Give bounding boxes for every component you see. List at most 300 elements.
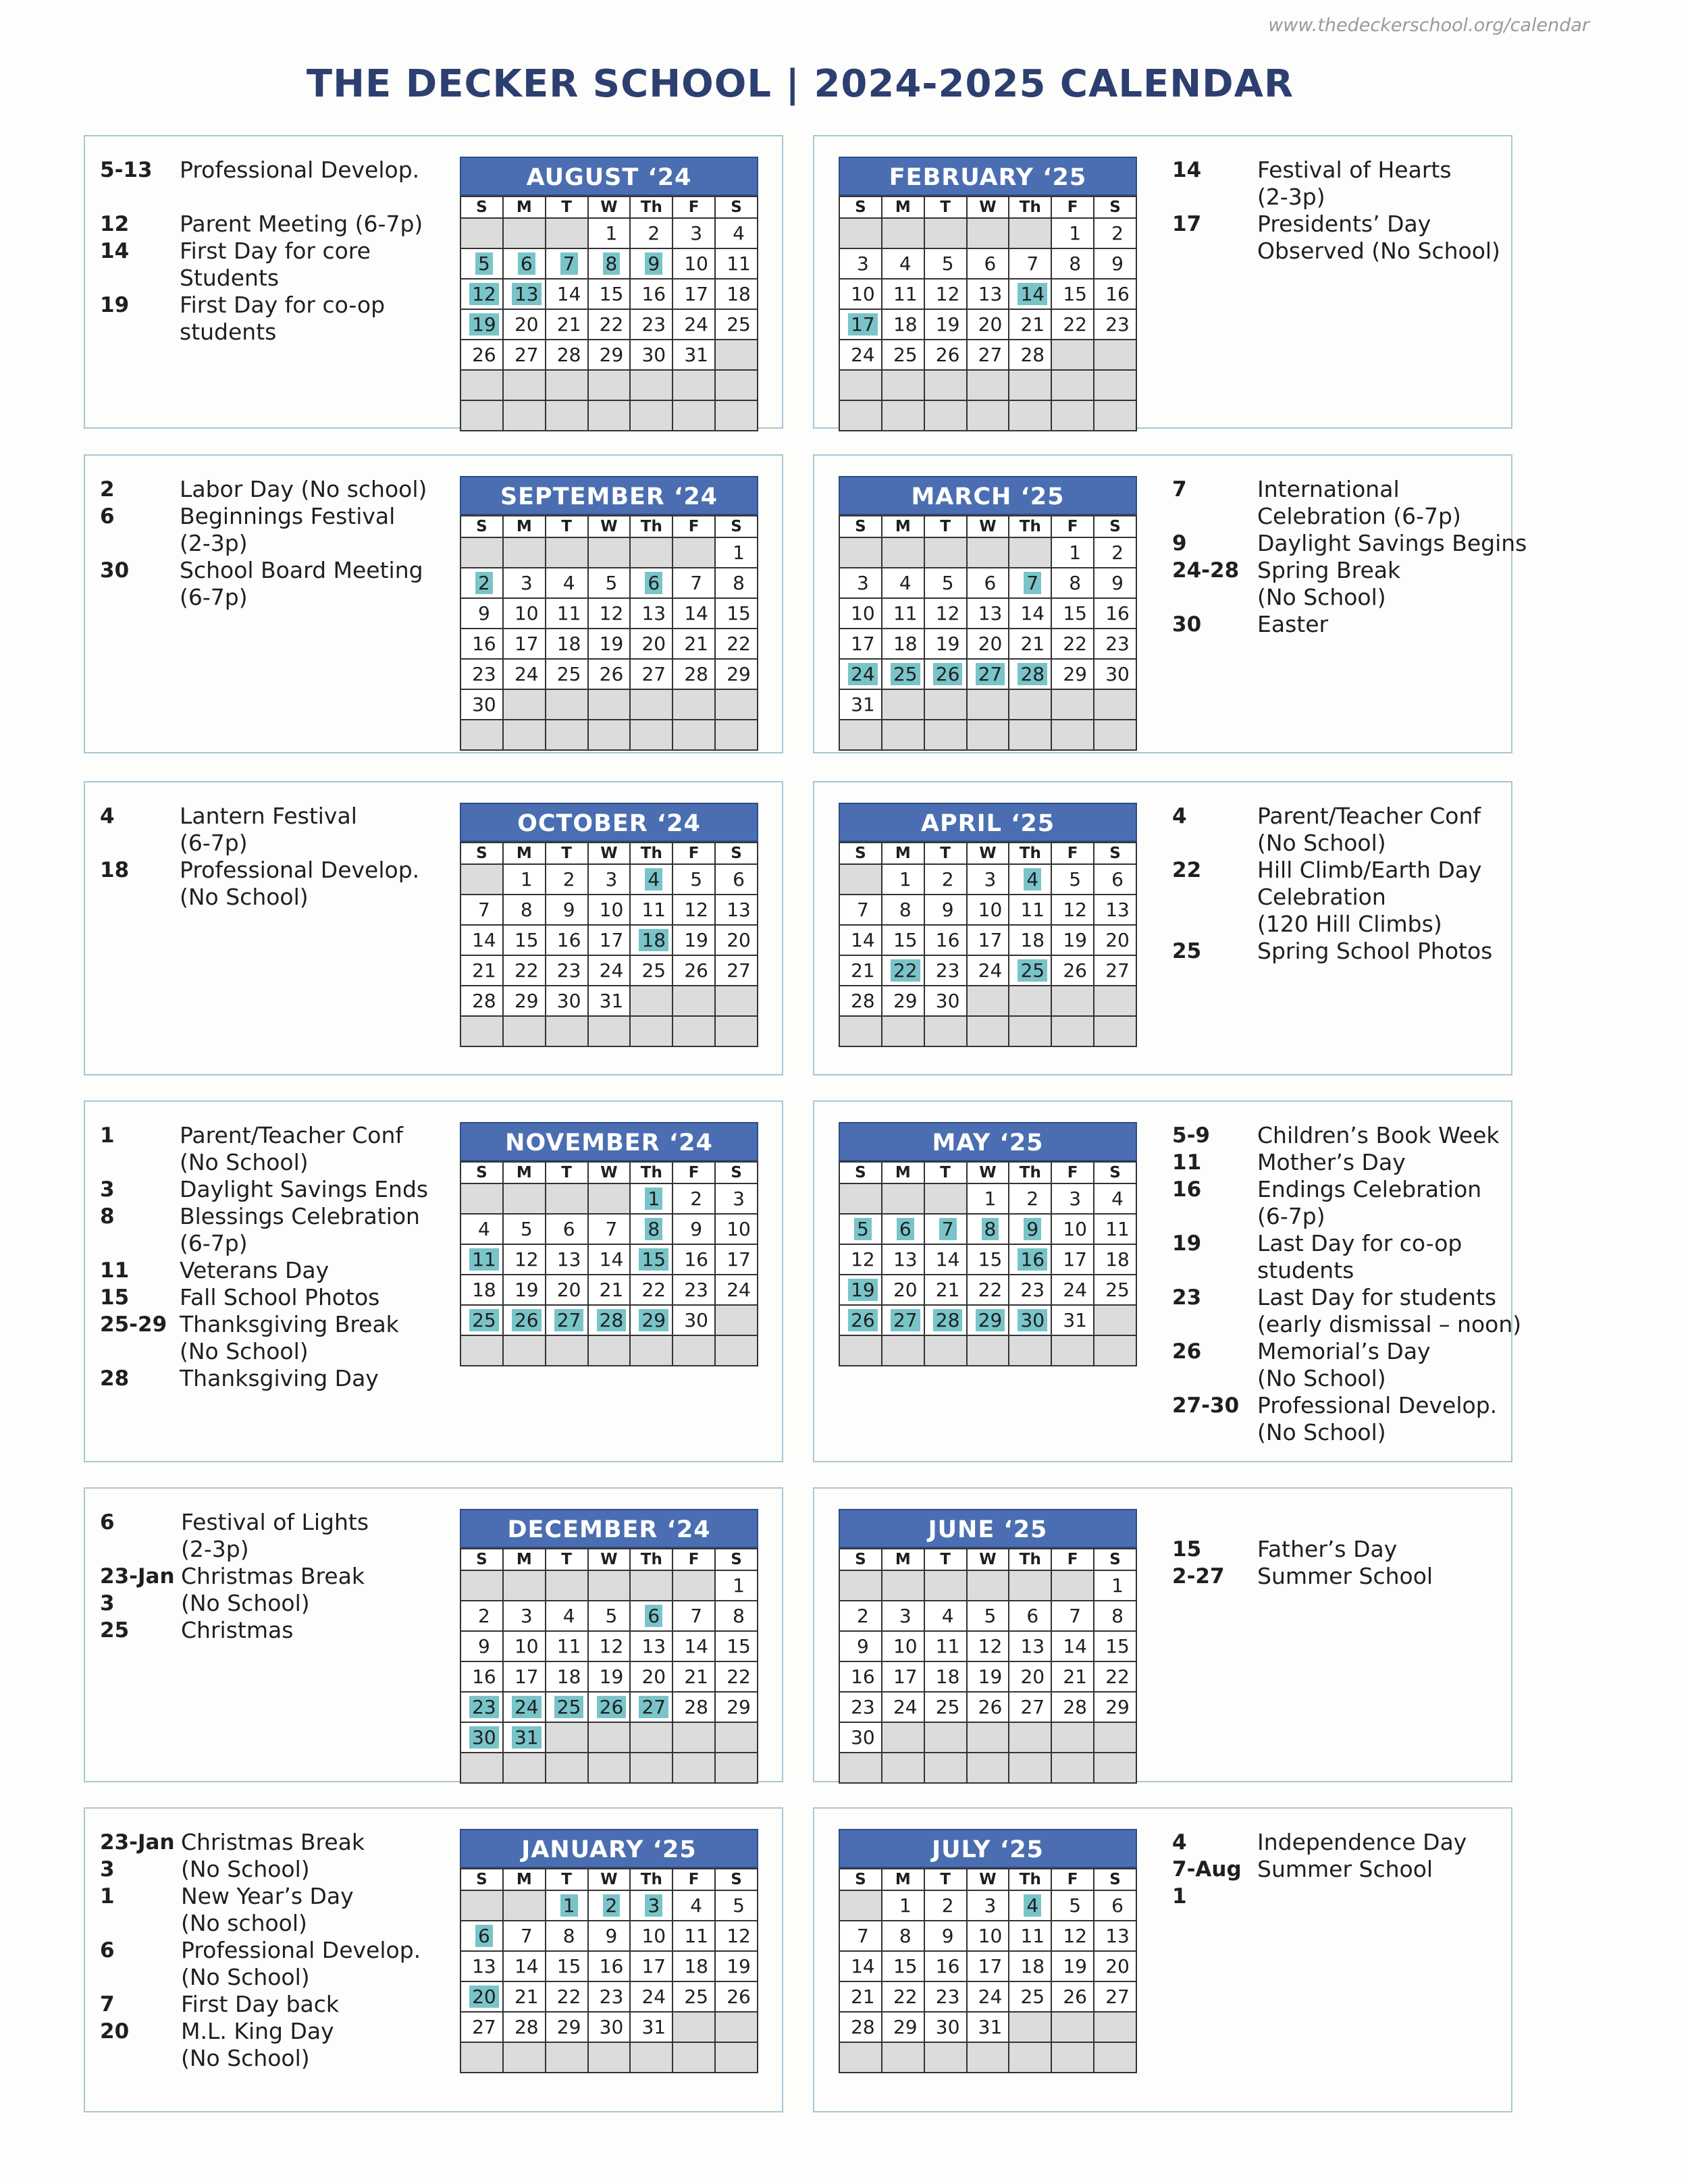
empty-cell xyxy=(882,1722,924,1753)
day-cell: 11 xyxy=(546,598,588,629)
day-cell: 10 xyxy=(503,1631,546,1661)
weekday-header: W xyxy=(967,196,1009,218)
empty-cell xyxy=(924,370,967,400)
empty-cell xyxy=(1051,400,1094,431)
highlighted-day: 12 xyxy=(469,283,499,305)
month-calendar xyxy=(839,1829,1137,2073)
day-cell: 23 xyxy=(924,955,967,986)
day-cell: 22 xyxy=(503,955,546,986)
day-cell xyxy=(630,1890,672,1921)
month-grid xyxy=(460,1868,758,2073)
weekday-header: S xyxy=(460,516,503,537)
empty-cell xyxy=(967,400,1009,431)
day-cell: 4 xyxy=(882,248,924,279)
weekday-header: S xyxy=(460,196,503,218)
day-cell: 1 xyxy=(882,864,924,895)
event-line: Students xyxy=(180,265,280,291)
day-cell xyxy=(460,1921,503,1951)
empty-cell xyxy=(460,537,503,568)
event-item xyxy=(100,238,423,292)
month-calendar xyxy=(460,1122,758,1366)
day-cell: 11 xyxy=(630,895,672,925)
month-calendar xyxy=(839,1122,1137,1366)
week-row xyxy=(460,1335,758,1366)
day-cell: 1 xyxy=(715,537,758,568)
day-cell: 23 xyxy=(460,659,503,689)
day-cell xyxy=(1009,568,1051,598)
calendar-url[interactable]: www.thedeckerschool.org/calendar xyxy=(1268,15,1589,36)
event-date: 1 xyxy=(100,1884,115,1909)
empty-cell xyxy=(1009,1753,1051,1783)
month-title: JUNE ‘25 xyxy=(839,1509,1137,1548)
week-row xyxy=(460,309,758,340)
highlighted-day: 8 xyxy=(645,1218,662,1240)
weekday-header: M xyxy=(882,516,924,537)
day-cell xyxy=(839,1305,882,1335)
event-line: Last Day for co-op xyxy=(1257,1230,1462,1256)
weekday-header: S xyxy=(839,1549,882,1570)
empty-cell xyxy=(672,1722,715,1753)
event-line: New Year’s Day xyxy=(181,1883,354,1909)
empty-cell xyxy=(630,400,672,431)
day-cell: 9 xyxy=(839,1631,882,1661)
weekday-header: S xyxy=(839,1869,882,1890)
day-cell: 4 xyxy=(882,568,924,598)
day-cell: 28 xyxy=(1009,340,1051,370)
day-cell: 11 xyxy=(715,248,758,279)
event-date: 12 xyxy=(100,212,130,236)
event-description xyxy=(1257,1284,1521,1338)
month-grid xyxy=(460,196,758,431)
week-row xyxy=(839,1921,1136,1951)
day-cell: 31 xyxy=(1051,1305,1094,1335)
weekday-header: Th xyxy=(630,1549,672,1570)
event-line: (6-7p) xyxy=(180,584,248,610)
week-row xyxy=(460,1951,758,1981)
week-row xyxy=(839,1305,1136,1335)
weekday-header: F xyxy=(1051,1162,1094,1183)
day-cell: 22 xyxy=(546,1981,588,2012)
day-cell: 20 xyxy=(967,629,1009,659)
empty-cell xyxy=(1009,1335,1051,1366)
event-line: (No school) xyxy=(181,1910,307,1936)
day-cell: 10 xyxy=(967,895,1009,925)
week-row xyxy=(460,1692,758,1722)
event-description xyxy=(180,503,395,557)
events-list xyxy=(1172,1536,1433,1590)
event-date: 4 xyxy=(100,804,115,828)
event-item xyxy=(1172,611,1527,638)
day-cell: 6 xyxy=(1009,1601,1051,1631)
day-cell: 22 xyxy=(588,309,631,340)
day-cell: 21 xyxy=(839,1981,882,2012)
week-row xyxy=(839,279,1136,309)
day-cell: 12 xyxy=(924,279,967,309)
day-cell: 14 xyxy=(588,1244,631,1275)
empty-cell xyxy=(839,1890,882,1921)
day-cell xyxy=(1009,955,1051,986)
empty-cell xyxy=(1009,986,1051,1016)
day-cell: 30 xyxy=(630,340,672,370)
month-grid xyxy=(460,1161,758,1366)
highlighted-day: 1 xyxy=(560,1894,578,1917)
event-date: 28 xyxy=(100,1366,130,1391)
empty-cell xyxy=(630,1722,672,1753)
event-line: Endings Celebration xyxy=(1257,1176,1482,1202)
empty-cell xyxy=(839,1183,882,1214)
event-date: 11 xyxy=(100,1258,130,1283)
event-description xyxy=(1257,1176,1481,1230)
empty-cell xyxy=(1094,370,1136,400)
day-cell: 2 xyxy=(460,1601,503,1631)
event-date: 30 xyxy=(1172,612,1202,637)
day-cell: 1 xyxy=(503,864,546,895)
day-cell: 24 xyxy=(503,659,546,689)
day-cell: 17 xyxy=(672,279,715,309)
day-cell: 4 xyxy=(460,1214,503,1244)
empty-cell xyxy=(630,2042,672,2073)
day-cell: 29 xyxy=(588,340,631,370)
event-item xyxy=(1172,1149,1521,1176)
event-line: Celebration xyxy=(1257,884,1386,910)
event-date: 23 xyxy=(1172,1285,1202,1310)
week-row xyxy=(460,1183,758,1214)
event-description xyxy=(1257,1536,1397,1563)
weekday-header: S xyxy=(715,1869,758,1890)
day-cell: 1 xyxy=(967,1183,1009,1214)
month-title: FEBRUARY ‘25 xyxy=(839,157,1137,196)
day-cell: 20 xyxy=(967,309,1009,340)
month-title: AUGUST ‘24 xyxy=(460,157,758,196)
day-cell: 14 xyxy=(503,1951,546,1981)
day-cell: 24 xyxy=(882,1692,924,1722)
day-cell: 17 xyxy=(630,1951,672,1981)
day-cell: 25 xyxy=(546,659,588,689)
empty-cell xyxy=(588,689,631,720)
event-line: School Board Meeting xyxy=(180,557,423,583)
week-row xyxy=(839,1661,1136,1692)
day-cell: 7 xyxy=(503,1921,546,1951)
weekday-header: Th xyxy=(630,516,672,537)
event-line: (2-3p) xyxy=(1257,184,1325,210)
weekday-header: S xyxy=(839,843,882,864)
week-row xyxy=(460,955,758,986)
event-line: Independence Day xyxy=(1257,1829,1467,1855)
weekday-header: F xyxy=(1051,843,1094,864)
week-row xyxy=(460,1275,758,1305)
month-panel-left xyxy=(84,1487,783,1782)
day-cell: 15 xyxy=(1094,1631,1136,1661)
event-item xyxy=(1172,1536,1433,1563)
day-cell: 2 xyxy=(672,1183,715,1214)
day-cell: 23 xyxy=(1009,1275,1051,1305)
month-panel-right xyxy=(813,454,1527,753)
week-row xyxy=(839,1601,1136,1631)
day-cell xyxy=(1009,1214,1051,1244)
highlighted-day: 6 xyxy=(645,1605,662,1627)
day-cell: 13 xyxy=(630,1631,672,1661)
empty-cell xyxy=(882,689,924,720)
event-line: (2-3p) xyxy=(181,1536,249,1562)
day-cell: 22 xyxy=(1051,309,1094,340)
empty-cell xyxy=(1094,986,1136,1016)
day-cell: 6 xyxy=(1094,864,1136,895)
week-row xyxy=(839,340,1136,370)
event-description xyxy=(1257,157,1452,211)
event-date: 2 xyxy=(100,477,115,502)
day-cell: 21 xyxy=(1051,1661,1094,1692)
event-description xyxy=(180,1176,428,1203)
day-cell xyxy=(1009,1890,1051,1921)
empty-cell xyxy=(588,720,631,750)
weekday-header: T xyxy=(924,1162,967,1183)
empty-cell xyxy=(672,400,715,431)
event-date: 23-Jan 3 xyxy=(100,1564,175,1616)
event-line: students xyxy=(180,319,277,345)
empty-cell xyxy=(503,1753,546,1783)
day-cell: 27 xyxy=(967,340,1009,370)
week-row xyxy=(460,370,758,400)
day-cell: 20 xyxy=(1094,925,1136,955)
empty-cell xyxy=(715,2042,758,2073)
empty-cell xyxy=(715,340,758,370)
week-row xyxy=(839,1890,1136,1921)
weekday-header: M xyxy=(503,1869,546,1890)
event-description xyxy=(180,1311,399,1365)
event-date: 17 xyxy=(1172,212,1202,236)
empty-cell xyxy=(588,1570,631,1601)
day-cell: 30 xyxy=(672,1305,715,1335)
weekday-header: S xyxy=(1094,196,1136,218)
event-line: Father’s Day xyxy=(1257,1536,1398,1562)
day-cell: 7 xyxy=(588,1214,631,1244)
day-cell: 6 xyxy=(1094,1890,1136,1921)
event-line: (No School) xyxy=(181,2045,310,2071)
day-cell: 29 xyxy=(882,986,924,1016)
event-line: (No School) xyxy=(1257,830,1386,856)
weekday-header: Th xyxy=(630,843,672,864)
day-cell xyxy=(546,1692,588,1722)
weekday-header: S xyxy=(1094,1162,1136,1183)
highlighted-day: 6 xyxy=(897,1218,914,1240)
event-item xyxy=(1172,803,1492,857)
highlighted-day: 4 xyxy=(645,868,662,890)
weekday-header: W xyxy=(967,1162,1009,1183)
day-cell: 22 xyxy=(1051,629,1094,659)
day-cell: 15 xyxy=(715,598,758,629)
day-cell: 15 xyxy=(967,1244,1009,1275)
month-calendar xyxy=(839,803,1137,1047)
day-cell: 4 xyxy=(546,568,588,598)
highlighted-day: 13 xyxy=(512,283,542,305)
empty-cell xyxy=(588,1183,631,1214)
event-description xyxy=(1257,530,1527,557)
empty-cell xyxy=(839,370,882,400)
event-date: 8 xyxy=(100,1204,115,1229)
event-item xyxy=(100,292,423,346)
day-cell: 4 xyxy=(924,1601,967,1631)
week-row xyxy=(460,218,758,248)
empty-cell xyxy=(630,986,672,1016)
day-cell: 6 xyxy=(967,568,1009,598)
event-item xyxy=(100,1365,428,1392)
event-line: Christmas Break xyxy=(181,1829,365,1855)
event-description xyxy=(181,1563,365,1617)
empty-cell xyxy=(715,720,758,750)
day-cell: 22 xyxy=(630,1275,672,1305)
empty-cell xyxy=(1009,400,1051,431)
event-date: 5-9 xyxy=(1172,1123,1211,1148)
empty-cell xyxy=(924,1722,967,1753)
week-row xyxy=(839,1183,1136,1214)
day-cell: 13 xyxy=(967,598,1009,629)
weekday-header: W xyxy=(967,1869,1009,1890)
empty-cell xyxy=(967,218,1009,248)
day-cell: 29 xyxy=(1051,659,1094,689)
empty-cell xyxy=(882,400,924,431)
event-description xyxy=(1257,1563,1433,1590)
day-cell: 28 xyxy=(546,340,588,370)
day-cell xyxy=(1009,864,1051,895)
day-cell: 16 xyxy=(546,925,588,955)
day-cell: 12 xyxy=(839,1244,882,1275)
day-cell xyxy=(630,248,672,279)
day-cell: 16 xyxy=(588,1951,631,1981)
event-date: 7 xyxy=(100,1992,115,2017)
day-cell: 17 xyxy=(588,925,631,955)
empty-cell xyxy=(967,720,1009,750)
highlighted-day: 24 xyxy=(848,663,878,685)
day-cell: 1 xyxy=(588,218,631,248)
empty-cell xyxy=(1009,218,1051,248)
day-cell: 2 xyxy=(924,864,967,895)
event-description xyxy=(181,1937,421,1991)
day-cell: 10 xyxy=(715,1214,758,1244)
event-date: 25 xyxy=(100,1618,130,1643)
event-item xyxy=(100,1311,428,1365)
highlighted-day: 28 xyxy=(597,1309,627,1331)
day-cell: 6 xyxy=(546,1214,588,1244)
weekday-header: T xyxy=(546,516,588,537)
week-row xyxy=(839,218,1136,248)
day-cell: 4 xyxy=(715,218,758,248)
day-cell: 5 xyxy=(588,568,631,598)
empty-cell xyxy=(1094,689,1136,720)
day-cell: 17 xyxy=(839,629,882,659)
weekday-header: Th xyxy=(1009,196,1051,218)
day-cell: 5 xyxy=(967,1601,1009,1631)
week-row xyxy=(460,1570,758,1601)
day-cell: 28 xyxy=(672,1692,715,1722)
week-row xyxy=(460,279,758,309)
empty-cell xyxy=(630,537,672,568)
event-date: 26 xyxy=(1172,1339,1202,1364)
empty-cell xyxy=(672,537,715,568)
day-cell xyxy=(882,955,924,986)
empty-cell xyxy=(1094,2012,1136,2042)
event-line: Veterans Day xyxy=(180,1257,329,1283)
day-cell: 16 xyxy=(924,1951,967,1981)
day-cell: 3 xyxy=(672,218,715,248)
week-row xyxy=(839,1214,1136,1244)
day-cell: 14 xyxy=(672,1631,715,1661)
empty-cell xyxy=(1051,689,1094,720)
highlighted-day: 5 xyxy=(854,1218,872,1240)
empty-cell xyxy=(1009,1722,1051,1753)
day-cell xyxy=(503,279,546,309)
empty-cell xyxy=(1051,1335,1094,1366)
day-cell: 10 xyxy=(839,279,882,309)
highlighted-day: 15 xyxy=(639,1248,668,1271)
empty-cell xyxy=(503,1335,546,1366)
weekday-header: T xyxy=(924,843,967,864)
day-cell: 2 xyxy=(546,864,588,895)
day-cell xyxy=(588,1692,631,1722)
day-cell: 17 xyxy=(503,1661,546,1692)
event-item xyxy=(100,1509,369,1563)
empty-cell xyxy=(882,1183,924,1214)
empty-cell xyxy=(924,1570,967,1601)
event-description xyxy=(181,1829,365,1883)
empty-cell xyxy=(1051,2012,1094,2042)
highlighted-day: 28 xyxy=(1018,663,1047,685)
week-row xyxy=(460,1890,758,1921)
day-cell: 7 xyxy=(672,568,715,598)
day-cell: 2 xyxy=(1094,218,1136,248)
event-date: 6 xyxy=(100,1510,115,1535)
month-panel-left xyxy=(84,781,783,1075)
empty-cell xyxy=(1094,340,1136,370)
month-panel-right xyxy=(813,1100,1522,1462)
day-cell: 26 xyxy=(1051,1981,1094,2012)
empty-cell xyxy=(460,1183,503,1214)
empty-cell xyxy=(924,400,967,431)
day-cell: 17 xyxy=(967,925,1009,955)
event-line: (2-3p) xyxy=(180,530,248,556)
highlighted-day: 4 xyxy=(1024,868,1041,890)
empty-cell xyxy=(924,218,967,248)
empty-cell xyxy=(924,689,967,720)
weekday-header: M xyxy=(882,1869,924,1890)
day-cell: 11 xyxy=(882,279,924,309)
weekday-header: W xyxy=(588,196,631,218)
day-cell: 19 xyxy=(503,1275,546,1305)
day-cell: 28 xyxy=(672,659,715,689)
weekday-header: T xyxy=(924,196,967,218)
week-row xyxy=(839,1692,1136,1722)
weekday-header: S xyxy=(460,1549,503,1570)
day-cell: 8 xyxy=(882,895,924,925)
day-cell: 31 xyxy=(672,340,715,370)
month-title: JANUARY ‘25 xyxy=(460,1829,758,1868)
day-cell: 30 xyxy=(460,689,503,720)
empty-cell xyxy=(546,1183,588,1214)
event-line: (No School) xyxy=(180,1149,309,1175)
day-cell: 2 xyxy=(1009,1183,1051,1214)
week-row xyxy=(839,659,1136,689)
empty-cell xyxy=(588,370,631,400)
empty-cell xyxy=(672,1753,715,1783)
week-row xyxy=(839,1631,1136,1661)
day-cell: 19 xyxy=(672,925,715,955)
empty-cell xyxy=(882,370,924,400)
weekday-header: T xyxy=(546,196,588,218)
day-cell: 3 xyxy=(839,568,882,598)
week-row xyxy=(460,1305,758,1335)
event-description xyxy=(1257,1338,1431,1392)
day-cell: 23 xyxy=(546,955,588,986)
empty-cell xyxy=(1051,1753,1094,1783)
